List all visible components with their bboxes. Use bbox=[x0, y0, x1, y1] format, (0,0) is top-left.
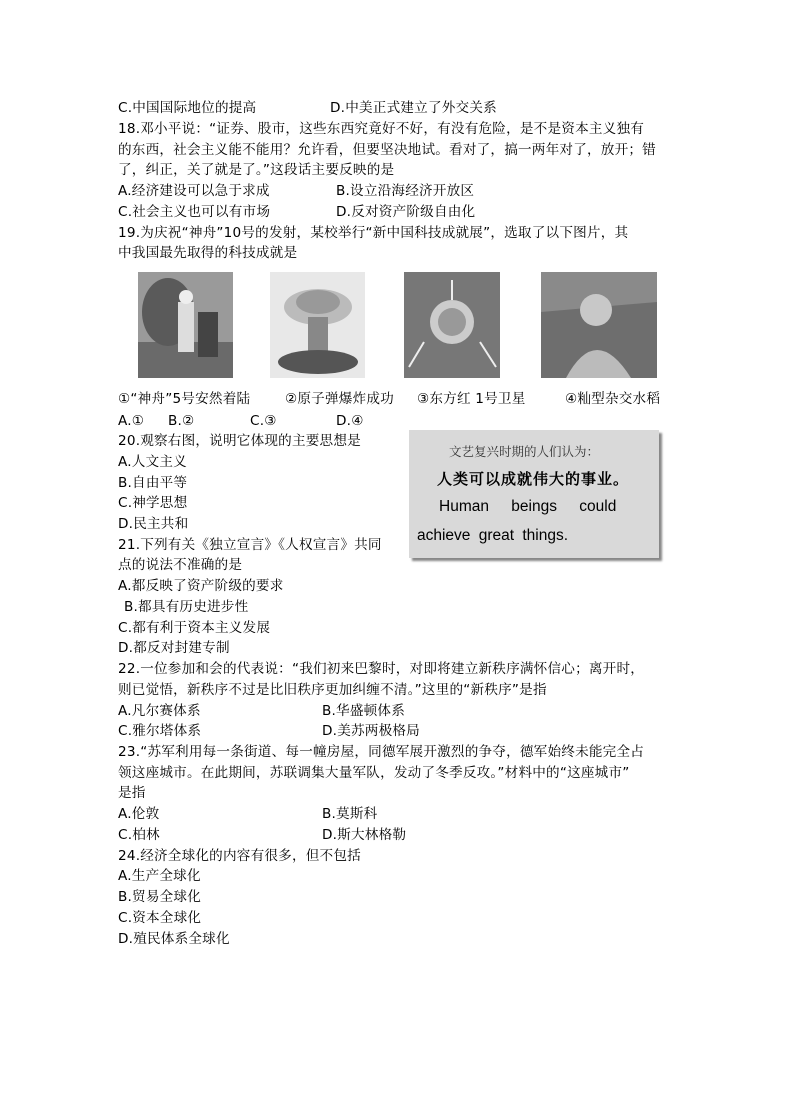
q21-option-b: B.都具有历史进步性 bbox=[124, 599, 249, 615]
q18-option-a: A.经济建设可以急于求成 bbox=[118, 183, 270, 199]
q23-stem-1: 23.“苏军利用每一条街道、每一幢房屋，同德军展开激烈的争夺，德军始终未能完全占 bbox=[118, 744, 645, 760]
q22-option-a: A.凡尔赛体系 bbox=[118, 703, 201, 719]
q24-option-c: C.资本全球化 bbox=[118, 910, 202, 926]
q23-stem-2: 领这座城市。在此期间，苏联调集大量军队，发动了冬季反攻。”材料中的“这座城市” bbox=[118, 765, 630, 781]
figure-line-3: Human beings could bbox=[439, 498, 617, 515]
q19-caption-1: ①“神舟”5号安然着陆 bbox=[118, 391, 251, 407]
q19-stem-1: 19.为庆祝“神舟”10号的发射，某校举行“新中国科技成就展”，选取了以下图片，其 bbox=[118, 225, 629, 241]
q19-stem-2: 中我国最先取得的科技成就是 bbox=[118, 245, 298, 261]
q24-option-d: D.殖民体系全球化 bbox=[118, 931, 230, 947]
q18-stem-2: 的东西，社会主义能不能用？允许看，但要坚决地试。看对了，搞一两年对了，放开；错 bbox=[118, 142, 656, 158]
photo-shenzhou-landing bbox=[138, 272, 233, 378]
q19-caption-2: ②原子弹爆炸成功 bbox=[285, 391, 394, 407]
q21-option-d: D.都反对封建专制 bbox=[118, 640, 230, 656]
q23-stem-3: 是指 bbox=[118, 785, 146, 801]
q23-option-a: A.伦敦 bbox=[118, 806, 160, 822]
q22-option-c: C.雅尔塔体系 bbox=[118, 723, 202, 739]
q20-option-d: D.民主共和 bbox=[118, 516, 189, 532]
q21-option-a: A.都反映了资产阶级的要求 bbox=[118, 578, 284, 594]
q20-option-b: B.自由平等 bbox=[118, 475, 188, 491]
figure-line-2: 人类可以成就伟大的事业。 bbox=[437, 470, 630, 488]
q22-option-b: B.华盛顿体系 bbox=[322, 703, 406, 719]
q19-option-c: C.③ bbox=[250, 413, 277, 429]
q18-stem-3: 了，纠正，关了就是了。”这段话主要反映的是 bbox=[118, 162, 395, 178]
figure-line-1: 文艺复兴时期的人们认为： bbox=[449, 444, 600, 459]
q18-option-c: C.社会主义也可以有市场 bbox=[118, 204, 271, 220]
figure-line-4: achieve great things. bbox=[417, 527, 569, 544]
q18-stem-1: 18.邓小平说：“证券、股市，这些东西究竟好不好，有没有危险，是不是资本主义独有 bbox=[118, 121, 645, 137]
photo-atomic-bomb bbox=[270, 272, 365, 378]
q20-option-a: A.人文主义 bbox=[118, 454, 187, 470]
q22-stem-2: 则已觉悟，新秩序不过是比旧秩序更加纠缠不清。”这里的“新秩序”是指 bbox=[118, 682, 547, 698]
q23-option-b: B.莫斯科 bbox=[322, 806, 378, 822]
q19-option-a: A.① bbox=[118, 413, 145, 429]
q21-stem-1: 21.下列有关《独立宣言》《人权宣言》共同 bbox=[118, 537, 382, 553]
renaissance-figure bbox=[409, 430, 659, 558]
q24-option-a: A.生产全球化 bbox=[118, 868, 201, 884]
q19-option-d: D.④ bbox=[336, 413, 364, 429]
q23-option-c: C.柏林 bbox=[118, 827, 160, 843]
q23-option-d: D.斯大林格勒 bbox=[322, 827, 407, 843]
q21-option-c: C.都有利于资本主义发展 bbox=[118, 620, 271, 636]
q17-option-d: D.中美正式建立了外交关系 bbox=[330, 100, 497, 116]
q19-option-b: B.② bbox=[168, 413, 195, 429]
q19-caption-3: ③东方红 1号卫星 bbox=[417, 391, 526, 407]
q19-caption-4: ④籼型杂交水稻 bbox=[565, 391, 661, 407]
q21-stem-2: 点的说法不准确的是 bbox=[118, 557, 243, 573]
q20-option-c: C.神学思想 bbox=[118, 495, 188, 511]
photo-hybrid-rice bbox=[541, 272, 657, 378]
q18-option-b: B.设立沿海经济开放区 bbox=[336, 183, 475, 199]
q18-option-d: D.反对资产阶级自由化 bbox=[336, 204, 476, 220]
q17-option-c: C.中国国际地位的提高 bbox=[118, 100, 257, 116]
q24-stem: 24.经济全球化的内容有很多，但不包括 bbox=[118, 848, 361, 864]
q24-option-b: B.贸易全球化 bbox=[118, 889, 202, 905]
q22-stem-1: 22.一位参加和会的代表说：“我们初来巴黎时，对即将建立新秩序满怀信心；离开时， bbox=[118, 661, 645, 677]
q22-option-d: D.美苏两极格局 bbox=[322, 723, 420, 739]
q20-stem: 20.观察右图，说明它体现的主要思想是 bbox=[118, 433, 361, 449]
photo-dongfanghong-satellite bbox=[404, 272, 500, 378]
